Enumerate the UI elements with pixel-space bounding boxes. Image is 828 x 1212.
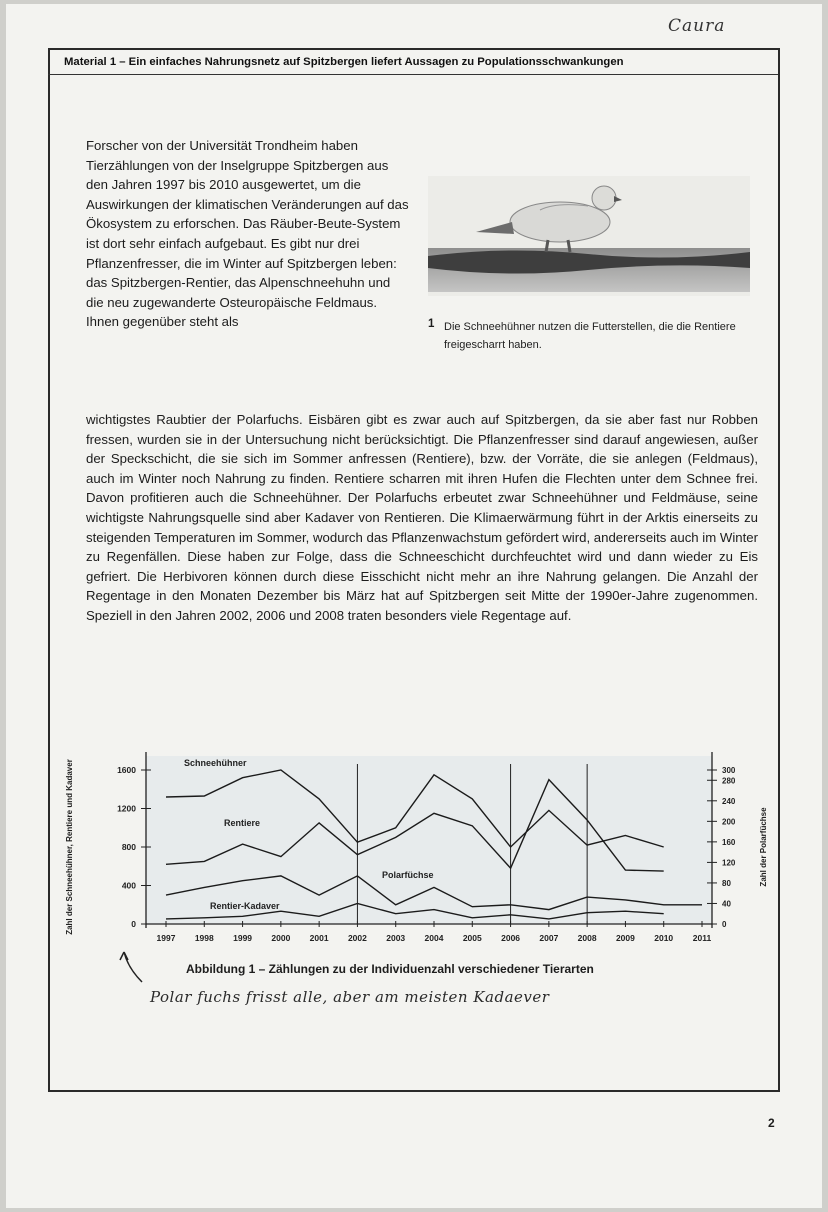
x-tick-label: 2011 [692,933,712,943]
x-tick-label: 2001 [309,933,329,943]
right-y-tick-label: 40 [722,899,731,909]
x-tick-label: 2010 [654,933,674,943]
right-y-tick-label: 200 [722,817,736,827]
right-y-tick-label: 300 [722,766,736,775]
photo-caption: Die Schneehühner nutzen die Futterstellen, die die Rentiere freigescharrt haben. [444,321,736,351]
x-tick-label: 2000 [271,933,291,943]
x-tick-label: 2002 [347,933,367,943]
x-tick-label: 2008 [577,933,597,943]
intro-paragraph: Forscher von der Universität Trondheim haben Tierzählungen von der Inselgruppe Spitzbergen aus den Jahren 1997 bis 2010 ausgewertet, um die Auswirkungen der klimatischen Veränderungen auf das Ökosystem zu erforschen. Das Räuber-Beute-System ist dort sehr einfach aufgebaut. Es gibt nur drei Pflanzenfresser, die im Winter auf Spitzbergen leben: das Spitzbergen-Rentier, das Alpenschneehuhn und die neu zugewanderte Osteuropäische Feldmaus. Ihnen gegenüber steht als [86,138,409,330]
intro-text-block [86,136,410,332]
left-y-tick-label: 800 [121,842,136,852]
series-label: Rentiere [224,818,261,828]
handwritten-student-name: Caura [668,16,726,36]
x-tick-label: 1998 [194,933,214,943]
x-tick-label: 1997 [156,933,176,943]
left-y-axis-title: Zahl der Schneehühner, Rentiere und Kadaver [65,759,74,935]
series-label: Schneehühner [184,758,247,768]
handwritten-arrow-icon [118,948,148,988]
right-y-tick-label: 80 [722,878,731,888]
left-y-tick-label: 1200 [117,803,136,814]
left-y-tick-label: 0 [131,919,136,929]
chart-caption: Abbildung 1 – Zählungen zu der Individuenzahl verschiedener Tierarten [186,962,594,976]
x-tick-label: 2007 [539,933,559,943]
material-title: Material 1 – Ein einfaches Nahrungsnetz auf Spitzbergen liefert Aussagen zu Populationsschwankungen [64,56,624,68]
right-y-tick-label: 0 [722,920,727,929]
right-y-tick-label: 160 [722,837,736,847]
title-divider [48,74,778,75]
x-tick-label: 2005 [462,933,482,943]
x-tick-label: 1999 [233,933,253,943]
snow-grouse-photo [428,176,750,296]
main-paragraph: wichtigstes Raubtier der Polarfuchs. Eisbären gibt es zwar auch auf Spitzbergen, da sie aber fast nur Robben fressen, wurden sie in der Untersuchung nicht berücksichtigt. Die Pflanzenfresser sind darauf angewiesen, außer der Speckschicht, die sie sich im Sommer anfressen (Rentiere), bzw. der Vorräte, die sie anlegen (Feldmaus), auch im Winter noch Nahrung zu finden. Rentiere scharren mit ihren Hufen die Flechten unter dem Schnee frei. Davon profitieren auch die Schneehühner. Der Polarfuchs erbeutet zwar Schneehühner und Feldmäuse, seine wichtigste Nahrungsquelle sind aber Kadaver von Rentieren. Die Klimaerwärmung führt in der Arktis einerseits zu steigenden Temperaturen im Sommer, wodurch das Pflanzenwachstum gefördert wird, andererseits auch im Winter zu Regenfällen. Diese haben zur Folge, dass die Schneeschicht durchfeuchtet wird und dann wieder zu Eis gefriert. Die Herbivoren können durch diese Eisschicht nicht mehr an ihre Nahrung gelangen. Die Anzahl der Regentage in den Monaten Dezember bis März hat auf Spitzbergen seit Mitte der 1990er-Jahre zugenommen. Speziell in den Jahren 2002, 2006 und 2008 traten besonders viele Regentage auf. [86,412,758,623]
right-y-tick-label: 280 [722,776,736,786]
x-tick-label: 2003 [386,933,406,943]
left-y-tick-label: 1600 [117,765,136,775]
right-y-tick-label: 240 [722,796,736,806]
x-tick-label: 2006 [501,933,521,943]
left-y-tick-label: 400 [121,880,136,891]
right-y-axis-title: Zahl der Polarfüchse [759,807,768,887]
right-y-tick-label: 120 [722,858,736,868]
series-label: Polarfüchse [382,870,434,880]
main-text-block [86,410,758,626]
x-tick-label: 2009 [615,933,635,943]
x-tick-label: 2004 [424,933,444,943]
page-number: 2 [768,1116,775,1130]
series-label: Rentier-Kadaver [210,901,280,911]
handwritten-note: Polar fuchs frisst alle, aber am meisten Kadaever [150,988,550,1006]
photo-number: 1 [428,318,435,330]
